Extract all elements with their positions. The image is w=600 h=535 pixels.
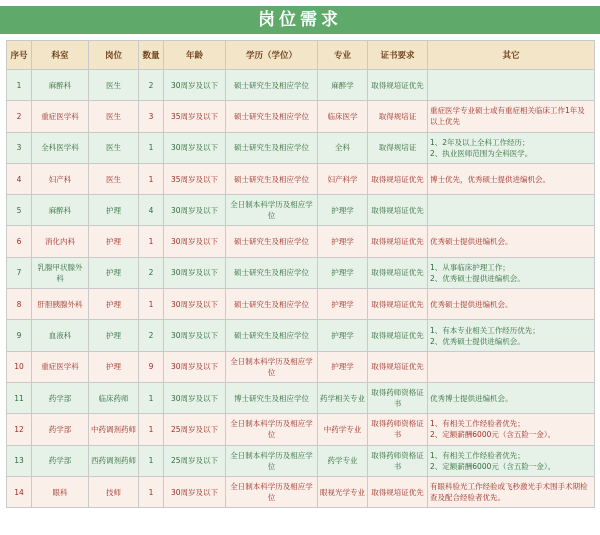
- col-age-cell: 30周岁及以下: [164, 226, 226, 257]
- col-major-cell: 药学相关专业: [318, 382, 368, 413]
- col-position-cell: 护理: [89, 195, 139, 226]
- col-department-cell: 血液科: [32, 320, 89, 351]
- col-position-cell: 护理: [89, 320, 139, 351]
- col-age-cell: 30周岁及以下: [164, 382, 226, 413]
- col-education-cell: 硕士研究生及相应学位: [226, 257, 318, 288]
- col-certificate-cell: 取得规培证优先: [368, 226, 428, 257]
- col-position-cell: 护理: [89, 257, 139, 288]
- col-certificate-cell: 取得规培证: [368, 101, 428, 132]
- col-index-cell: 1: [7, 70, 32, 101]
- col-education-cell: 全日制本科学历及相应学位: [226, 476, 318, 507]
- col-other-header: 其它: [428, 41, 595, 70]
- col-other-cell: [428, 351, 595, 382]
- col-certificate-cell: 取得规培证优先: [368, 257, 428, 288]
- col-department-cell: 药学部: [32, 414, 89, 445]
- col-major-cell: 护理学: [318, 226, 368, 257]
- table-row: [7, 414, 595, 445]
- col-index-header: 序号: [7, 41, 32, 70]
- col-age-cell: 30周岁及以下: [164, 70, 226, 101]
- col-position-cell: 中药调剂药师: [89, 414, 139, 445]
- col-position-cell: 医生: [89, 163, 139, 194]
- table-row: [7, 289, 595, 320]
- col-age-cell: 30周岁及以下: [164, 476, 226, 507]
- col-department-header: 科室: [32, 41, 89, 70]
- col-education-cell: 硕士研究生及相应学位: [226, 70, 318, 101]
- col-major-cell: 眼视光学专业: [318, 476, 368, 507]
- col-position-cell: 医生: [89, 70, 139, 101]
- col-count-cell: 1: [139, 445, 164, 476]
- col-major-cell: 护理学: [318, 289, 368, 320]
- col-index-cell: 9: [7, 320, 32, 351]
- table-row: [7, 163, 595, 194]
- col-other-cell: 重症医学专业硕士或有重症相关临床工作1年及以上优先: [428, 101, 595, 132]
- col-count-cell: 9: [139, 351, 164, 382]
- col-certificate-cell: 取得规培证优先: [368, 195, 428, 226]
- col-other-cell: 博士优先，优秀硕士提供进编机会。: [428, 163, 595, 194]
- col-index-cell: 6: [7, 226, 32, 257]
- table-row: [7, 257, 595, 288]
- col-count-cell: 1: [139, 132, 164, 163]
- col-index-cell: 10: [7, 351, 32, 382]
- col-age-header: 年龄: [164, 41, 226, 70]
- col-age-cell: 30周岁及以下: [164, 320, 226, 351]
- col-major-cell: 临床医学: [318, 101, 368, 132]
- col-education-cell: 全日制本科学历及相应学位: [226, 195, 318, 226]
- table-row: [7, 70, 595, 101]
- col-index-cell: 3: [7, 132, 32, 163]
- col-department-cell: 麻醉科: [32, 70, 89, 101]
- col-count-cell: 2: [139, 320, 164, 351]
- col-count-cell: 1: [139, 163, 164, 194]
- col-age-cell: 30周岁及以下: [164, 195, 226, 226]
- col-index-cell: 13: [7, 445, 32, 476]
- col-department-cell: 全科医学科: [32, 132, 89, 163]
- col-age-cell: 35周岁及以下: [164, 163, 226, 194]
- col-count-cell: 1: [139, 382, 164, 413]
- col-certificate-header: 证书要求: [368, 41, 428, 70]
- col-position-cell: 临床药师: [89, 382, 139, 413]
- col-age-cell: 30周岁及以下: [164, 351, 226, 382]
- col-certificate-cell: 取得规培证优先: [368, 289, 428, 320]
- col-position-cell: 西药调剂药师: [89, 445, 139, 476]
- col-certificate-cell: 取得药师资格证书: [368, 382, 428, 413]
- col-other-cell: 1、有相关工作经验者优先； 2、定额薪酬6000元（含五险一金）。: [428, 414, 595, 445]
- col-major-cell: 护理学: [318, 257, 368, 288]
- table-row: [7, 382, 595, 413]
- col-position-cell: 医生: [89, 101, 139, 132]
- col-certificate-cell: 取得规培证优先: [368, 351, 428, 382]
- col-count-header: 数量: [139, 41, 164, 70]
- col-count-cell: 4: [139, 195, 164, 226]
- col-age-cell: 30周岁及以下: [164, 132, 226, 163]
- col-education-cell: 硕士研究生及相应学位: [226, 226, 318, 257]
- col-major-cell: 护理学: [318, 351, 368, 382]
- col-certificate-cell: 取得规培证优先: [368, 70, 428, 101]
- col-major-cell: 药学专业: [318, 445, 368, 476]
- col-other-cell: 优秀博士提供进编机会。: [428, 382, 595, 413]
- col-position-header: 岗位: [89, 41, 139, 70]
- col-count-cell: 1: [139, 476, 164, 507]
- col-index-cell: 12: [7, 414, 32, 445]
- col-major-cell: 全科: [318, 132, 368, 163]
- col-age-cell: 30周岁及以下: [164, 257, 226, 288]
- col-department-cell: 麻醉科: [32, 195, 89, 226]
- col-age-cell: 25周岁及以下: [164, 445, 226, 476]
- col-certificate-cell: 取得药师资格证书: [368, 414, 428, 445]
- table-row: [7, 132, 595, 163]
- col-index-cell: 7: [7, 257, 32, 288]
- col-position-cell: 护理: [89, 226, 139, 257]
- col-major-cell: 妇产科学: [318, 163, 368, 194]
- col-age-cell: 25周岁及以下: [164, 414, 226, 445]
- col-major-cell: 麻醉学: [318, 70, 368, 101]
- col-certificate-cell: 取得规培证优先: [368, 163, 428, 194]
- col-education-cell: 博士研究生及相应学位: [226, 382, 318, 413]
- col-count-cell: 1: [139, 226, 164, 257]
- col-education-header: 学历（学位）: [226, 41, 318, 70]
- page-title: 岗位需求: [0, 6, 600, 34]
- col-department-cell: 药学部: [32, 382, 89, 413]
- col-other-cell: 有眼科验光工作经验或飞秒激光手术围手术期检查及配合经验者优先。: [428, 476, 595, 507]
- table-row: [7, 101, 595, 132]
- col-department-cell: 药学部: [32, 445, 89, 476]
- col-certificate-cell: 取得规培证优先: [368, 476, 428, 507]
- col-department-cell: 眼科: [32, 476, 89, 507]
- col-other-cell: 1、2年及以上全科工作经历； 2、执业医师范围为全科医学。: [428, 132, 595, 163]
- col-count-cell: 3: [139, 101, 164, 132]
- col-index-cell: 8: [7, 289, 32, 320]
- col-education-cell: 全日制本科学历及相应学位: [226, 445, 318, 476]
- col-education-cell: 硕士研究生及相应学位: [226, 101, 318, 132]
- table-row: [7, 320, 595, 351]
- col-department-cell: 重症医学科: [32, 351, 89, 382]
- col-index-cell: 5: [7, 195, 32, 226]
- col-education-cell: 全日制本科学历及相应学位: [226, 414, 318, 445]
- col-position-cell: 护理: [89, 289, 139, 320]
- col-education-cell: 硕士研究生及相应学位: [226, 163, 318, 194]
- col-index-cell: 11: [7, 382, 32, 413]
- col-index-cell: 2: [7, 101, 32, 132]
- col-count-cell: 1: [139, 289, 164, 320]
- col-department-cell: 妇产科: [32, 163, 89, 194]
- col-department-cell: 乳腺甲状腺外科: [32, 257, 89, 288]
- col-count-cell: 2: [139, 257, 164, 288]
- col-other-cell: 优秀硕士提供进编机会。: [428, 226, 595, 257]
- col-major-cell: 中药学专业: [318, 414, 368, 445]
- col-other-cell: 1、有相关工作经验者优先； 2、定额薪酬6000元（含五险一金）。: [428, 445, 595, 476]
- col-other-cell: [428, 70, 595, 101]
- col-department-cell: 肝胆胰腺外科: [32, 289, 89, 320]
- col-major-cell: 护理学: [318, 195, 368, 226]
- col-education-cell: 硕士研究生及相应学位: [226, 289, 318, 320]
- job-requirements-table: [6, 40, 595, 508]
- col-age-cell: 35周岁及以下: [164, 101, 226, 132]
- col-certificate-cell: 取得规培证优先: [368, 320, 428, 351]
- table-body: [7, 70, 595, 508]
- col-position-cell: 护理: [89, 351, 139, 382]
- col-other-cell: 1、从事临床护理工作； 2、优秀硕士提供进编机会。: [428, 257, 595, 288]
- col-department-cell: 消化内科: [32, 226, 89, 257]
- col-count-cell: 2: [139, 70, 164, 101]
- table-row: [7, 195, 595, 226]
- col-count-cell: 1: [139, 414, 164, 445]
- col-major-header: 专业: [318, 41, 368, 70]
- col-certificate-cell: 取得规培证: [368, 132, 428, 163]
- table-row: [7, 476, 595, 507]
- col-other-cell: 优秀硕士提供进编机会。: [428, 289, 595, 320]
- col-position-cell: 医生: [89, 132, 139, 163]
- col-education-cell: 硕士研究生及相应学位: [226, 320, 318, 351]
- col-certificate-cell: 取得药师资格证书: [368, 445, 428, 476]
- col-major-cell: 护理学: [318, 320, 368, 351]
- table-row: [7, 226, 595, 257]
- col-other-cell: [428, 195, 595, 226]
- col-index-cell: 14: [7, 476, 32, 507]
- col-education-cell: 硕士研究生及相应学位: [226, 132, 318, 163]
- table-row: [7, 351, 595, 382]
- col-department-cell: 重症医学科: [32, 101, 89, 132]
- table-header-row: [7, 41, 595, 70]
- col-index-cell: 4: [7, 163, 32, 194]
- col-other-cell: 1、有本专业相关工作经历优先； 2、优秀硕士提供进编机会。: [428, 320, 595, 351]
- col-position-cell: 技师: [89, 476, 139, 507]
- col-education-cell: 全日制本科学历及相应学位: [226, 351, 318, 382]
- col-age-cell: 30周岁及以下: [164, 289, 226, 320]
- table-row: [7, 445, 595, 476]
